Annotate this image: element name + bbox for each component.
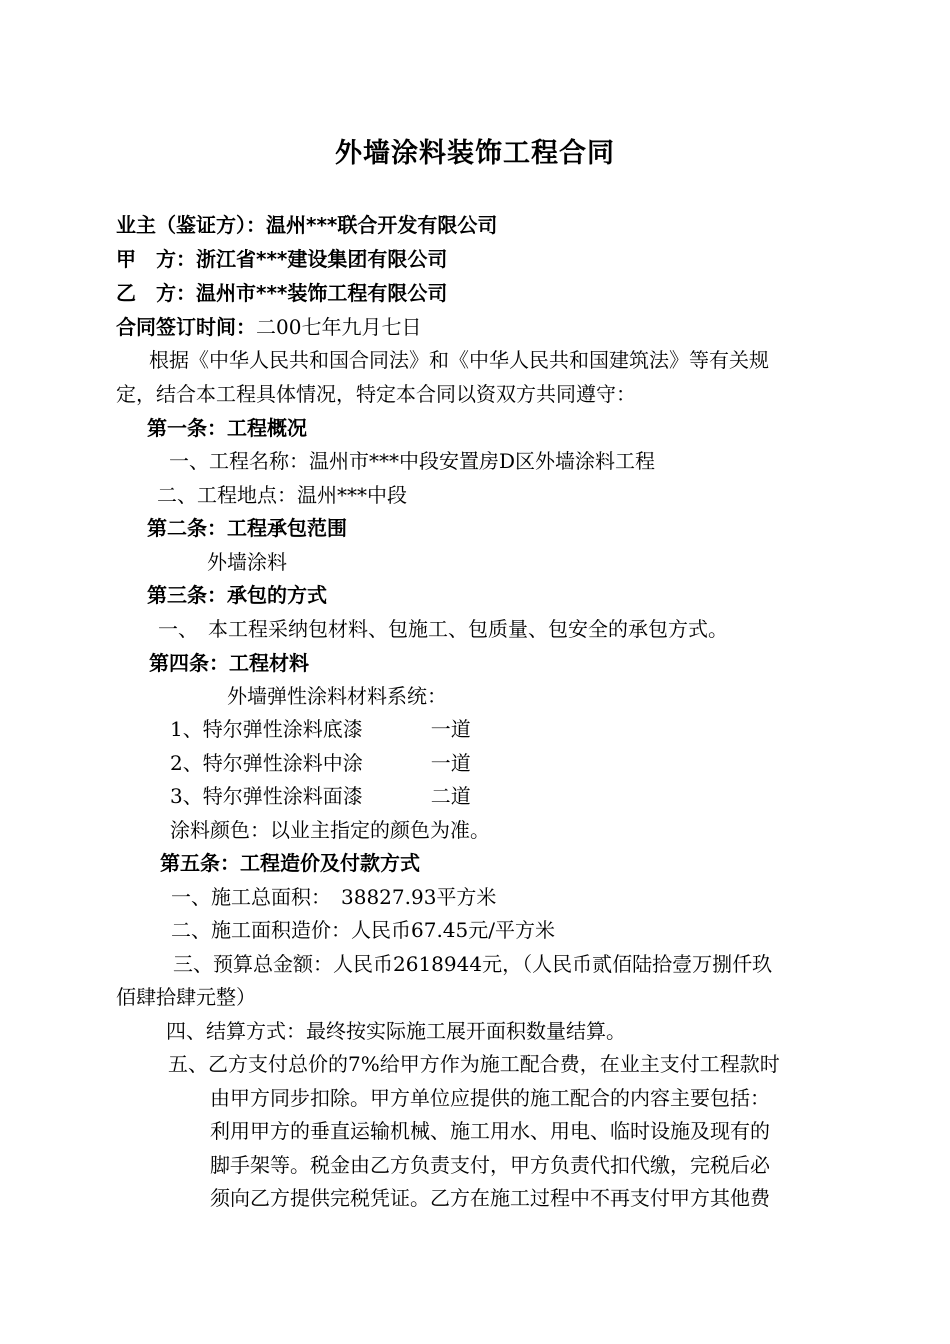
article-5-item-1: 一、施工总面积： 38827.93平方米 (171, 885, 497, 909)
article-5-item-4: 四、结算方式：最终按实际施工展开面积数量结算。 (166, 1019, 626, 1043)
article-5-item-5-line-2: 由甲方同步扣除。甲方单位应提供的施工配合的内容主要包括： (210, 1086, 770, 1110)
party-b-name: 温州市***装饰工程有限公司 (196, 281, 448, 305)
date-value: 二00七年九月七日 (256, 315, 422, 339)
article-5-item-2: 二、施工面积造价：人民币67.45元/平方米 (171, 918, 555, 942)
material-system: 外墙弹性涂料材料系统： (227, 684, 447, 708)
article-2-text: 外墙涂料 (207, 550, 287, 574)
material-coats: 一道 (430, 717, 471, 741)
article-5-item-5-line-1: 五、乙方支付总价的7%给甲方作为施工配合费，在业主支付工程款时 (168, 1052, 780, 1076)
article-1-item-1: 一、工程名称：温州市***中段安置房D区外墙涂料工程 (169, 449, 656, 473)
material-coats: 二道 (430, 784, 471, 808)
party-a-label: 甲 方： (116, 247, 196, 271)
material-item (170, 781, 471, 811)
article-5-heading: 第五条：工程造价及付款方式 (160, 851, 420, 875)
article-1-heading: 第一条：工程概况 (147, 416, 307, 440)
article-2-heading: 第二条：工程承包范围 (147, 516, 347, 540)
document-title: 外墙涂料装饰工程合同 (335, 138, 615, 169)
material-coats: 一道 (430, 751, 471, 775)
article-4-heading: 第四条：工程材料 (149, 651, 309, 675)
date-label: 合同签订时间： (116, 315, 256, 339)
party-a-name: 浙江省***建设集团有限公司 (196, 247, 448, 271)
material-name: 3、特尔弹性涂料面漆 (170, 784, 363, 808)
material-item (170, 748, 471, 778)
party-a-line (116, 244, 447, 274)
material-name: 2、特尔弹性涂料中涂 (170, 751, 363, 775)
party-b-line (116, 278, 447, 308)
material-item (170, 714, 471, 744)
article-5-item-3-line-2: 佰肆拾肆元整） (116, 985, 256, 1009)
article-5-item-3-line-1: 三、预算总金额：人民币2618944元，（人民币贰佰陆拾壹万捌仟玖 (173, 952, 773, 976)
owner-label: 业主（鉴证方）： (116, 213, 266, 237)
article-5-item-5-line-3: 利用甲方的垂直运输机械、施工用水、用电、临时设施及现有的 (210, 1119, 770, 1143)
article-5-item-5-line-4: 脚手架等。税金由乙方负责支付，甲方负责代扣代缴，完税后必 (210, 1153, 770, 1177)
article-3-text: 一、 本工程采纳包材料、包施工、包质量、包安全的承包方式。 (158, 617, 728, 641)
preamble-line-1: 根据《中华人民共和国合同法》和《中华人民共和国建筑法》等有关规 (149, 348, 769, 372)
article-1-item-2: 二、工程地点：温州***中段 (157, 483, 407, 507)
preamble-line-2: 定，结合本工程具体情况，特定本合同以资双方共同遵守： (116, 382, 636, 406)
article-5-item-5-line-5: 须向乙方提供完税凭证。乙方在施工过程中不再支付甲方其他费 (210, 1186, 770, 1210)
owner-line (116, 210, 497, 240)
paint-color-note: 涂料颜色：以业主指定的颜色为准。 (170, 818, 490, 842)
article-3-heading: 第三条：承包的方式 (147, 583, 327, 607)
material-name: 1、特尔弹性涂料底漆 (170, 717, 363, 741)
owner-name: 温州***联合开发有限公司 (266, 213, 498, 237)
party-b-label: 乙 方： (116, 281, 196, 305)
date-line (116, 312, 421, 342)
